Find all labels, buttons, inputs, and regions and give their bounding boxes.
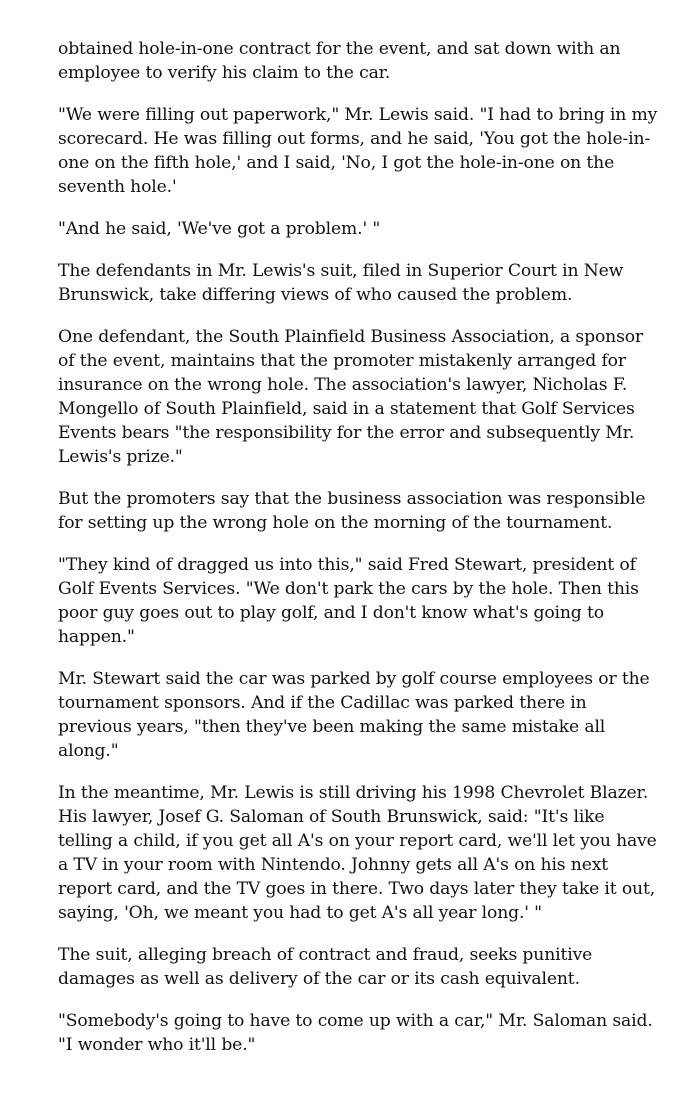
article-paragraph: In the meantime, Mr. Lewis is still driving his 1998 Chevrolet Blazer. His lawyer, Josef G. Saloman of South Brunswick, said: "It's like telling a child, if you get all A's on your report card, we'll let you have a TV in your room with Nintendo. Johnny gets all A's on his next report card, and the TV goes in there. Two days later they take it out, saying, 'Oh, we meant you had to get A's all year long.' " (58, 783, 657, 923)
article-paragraph: "They kind of dragged us into this," said Fred Stewart, president of Golf Events Services. "We don't park the cars by the hole. Then this poor guy goes out to play golf, and I don't know what's going to happen." (58, 555, 639, 647)
article-paragraph: "We were filling out paperwork," Mr. Lewis said. "I had to bring in my scorecard. He was filling out forms, and he said, 'You got the hole-in-one on the fifth hole,' and I said, 'No, I got the hole-in-one on the seventh hole.' (58, 105, 658, 197)
article-body (58, 37, 658, 1075)
article-paragraph: One defendant, the South Plainfield Business Association, a sponsor of the event, maintains that the promoter mistakenly arranged for insurance on the wrong hole. The association's lawyer, Nicholas F. Mongello of South Plainfield, said in a statement that Golf Services Events bears "the responsibility for the error and subsequently Mr. Lewis's prize." (58, 327, 644, 467)
article-paragraph: Mr. Stewart said the car was parked by golf course employees or the tournament sponsors. And if the Cadillac was parked there in previous years, "then they've been making the same mistake all along." (58, 669, 650, 761)
article-paragraph: The suit, alleging breach of contract and fraud, seeks punitive damages as well as delivery of the car or its cash equivalent. (58, 945, 593, 989)
article-paragraph: obtained hole-in-one contract for the event, and sat down with an employee to verify his claim to the car. (58, 39, 621, 83)
article-paragraph: But the promoters say that the business association was responsible for setting up the wrong hole on the morning of the tournament. (58, 489, 646, 533)
article-paragraph: The defendants in Mr. Lewis's suit, filed in Superior Court in New Brunswick, take differing views of who caused the problem. (58, 261, 624, 305)
article-paragraph: "And he said, 'We've got a problem.' " (58, 219, 381, 239)
article-paragraph: "Somebody's going to have to come up with a car," Mr. Saloman said. "I wonder who it'll be." (58, 1011, 653, 1055)
